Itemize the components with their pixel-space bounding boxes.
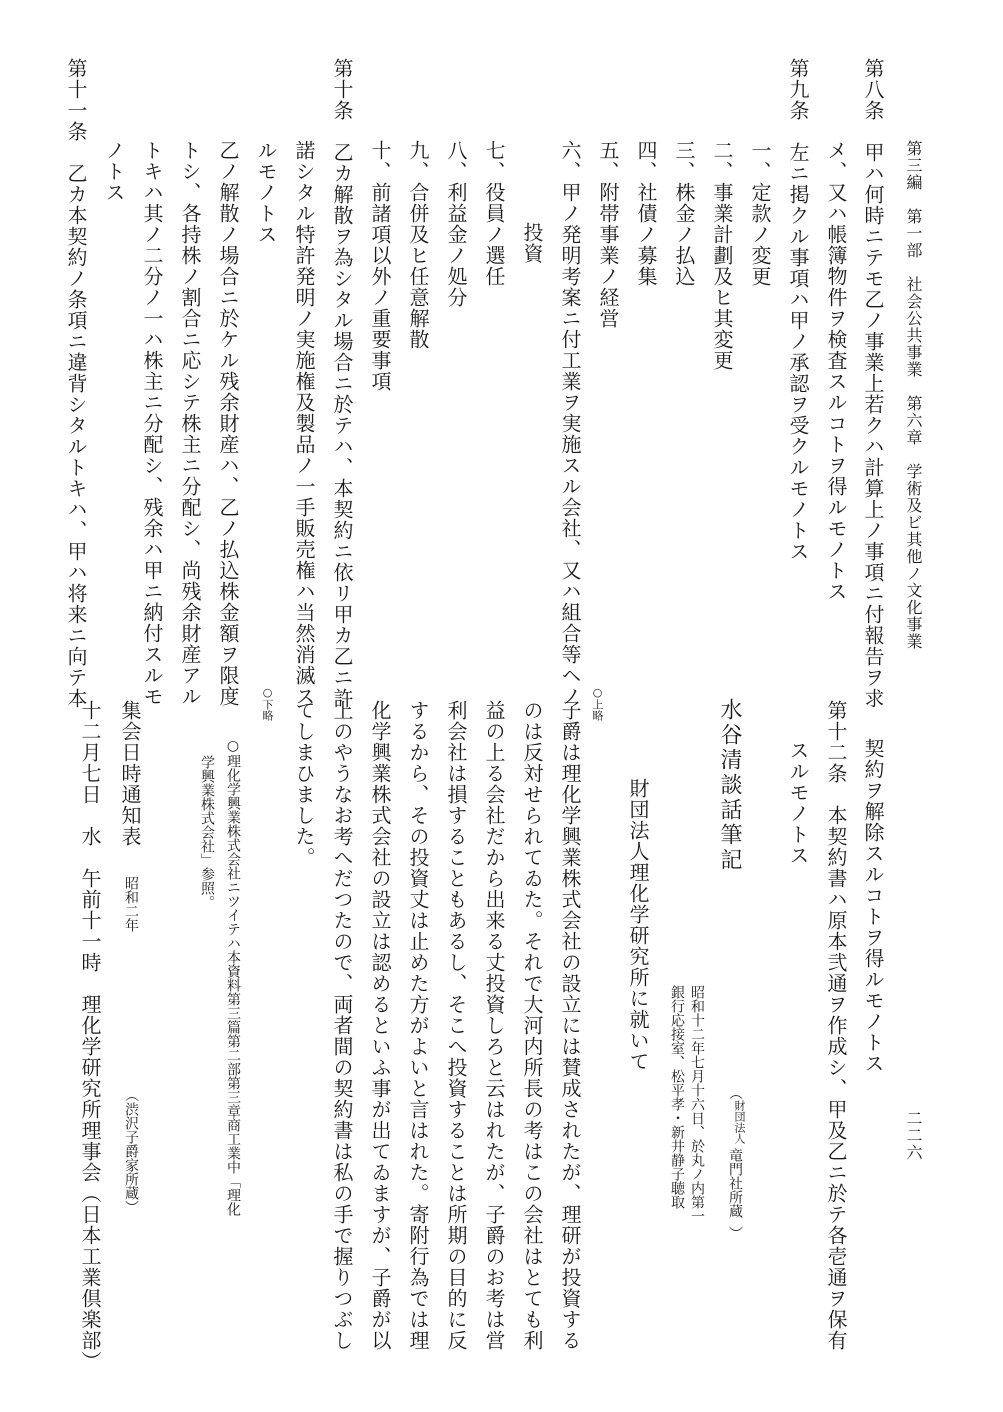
memoir-date-2: 銀行応接室、松平孝・新井静子聴取: [669, 985, 685, 1209]
article-9-item-6: 六、甲ノ発明考案ニ付工業ヲ実施スル会社、又ハ組合等ヘノ: [558, 140, 582, 707]
meeting-entry: 十二月七日 水 午前十一時 理化学研究所理事会（日本工業倶楽部）: [78, 700, 102, 1372]
memoir-body-line-6: 化学興業株式会社の設立は認めるといふ事が出てゐますが、子爵が以: [368, 700, 392, 1351]
meeting-year: 昭和二年: [123, 876, 139, 932]
article-10-line-4: 乙ノ解散ノ場合ニ於ケル残余財産ハ、乙ノ払込株金額ヲ限度: [216, 140, 240, 707]
article-9-item-9: 九、合併及ヒ任意解散: [406, 140, 430, 350]
note-line-2: 学興業株式会社」参照。: [199, 755, 215, 909]
article-10-line-3: ルモノトス: [254, 140, 278, 245]
article-9-item-4: 四、社債ノ募集: [634, 140, 658, 287]
article-12-line-2: スルモノトス: [786, 740, 810, 866]
memoir-body-line-2: のは反対せられてゐた。それで大河内所長の考はこの会社はとても利: [520, 700, 544, 1351]
source-open-paren: （: [727, 1086, 743, 1100]
running-title: 第三編 第一部 社会公共事業 第六章 学術及ビ其他ノ文化事業: [904, 140, 923, 650]
source-close-paren: ）: [727, 1226, 743, 1240]
source-main: 竜門社所蔵: [727, 1148, 743, 1218]
memoir-body-line-7: 上のやうなお考へだつたので、両者間の契約書は私の手で握りつぶし: [330, 700, 354, 1351]
article-12-line-1: 第十二条 本契約書ハ原本弐通ヲ作成シ、甲及乙ニ於テ各壱通ヲ保有: [824, 700, 848, 1351]
article-9-item-5: 五、附帯事業ノ経営: [596, 140, 620, 329]
article-9-item-10: 十、前諸項以外ノ重要事項: [368, 140, 392, 392]
article-9-heading: 第九条 左ニ掲クル事項ハ甲ノ承認ヲ受クルモノトス: [786, 58, 810, 562]
memoir-subtitle: 財団法人理化学研究所に就いて: [626, 778, 650, 1072]
memoir-body-line-4: 利会社は損することもあるし、そこへ投資することは所期の目的に反: [444, 700, 468, 1351]
article-8-line-2: メ、又ハ帳簿物件ヲ検査スルコトヲ得ルモノトス: [824, 140, 848, 602]
article-8-line-1: 第八条 甲ハ何時ニテモ乙ノ事業上若クハ計算上ノ事項ニ付報告ヲ求: [861, 58, 885, 709]
memoir-body-line-1: 子爵は理化学興業株式会社の設立には賛成されたが、理研が投資する: [558, 700, 582, 1351]
article-9-item-3: 三、株金ノ払込: [672, 140, 696, 287]
article-9-item-2: 二、事業計劃及ヒ其変更: [710, 140, 734, 371]
article-11-line-2: 契約ヲ解除スルコトヲ得ルモノトス: [861, 738, 885, 1074]
memoir-title: 水谷清談話筆記: [717, 698, 742, 873]
article-10-line-2: 諾シタル特許発明ノ実施権及製品ノ一手販売権ハ当然消滅ス: [292, 140, 316, 707]
article-10-line-1: 第十条 乙カ解散ヲ為シタル場合ニ於テハ、本契約ニ依リ甲カ乙ニ許: [330, 58, 354, 709]
omit-mark-top: ○上略: [591, 686, 604, 721]
article-10-line-5: トシ、各持株ノ割合ニ応シテ株主ニ分配シ、尚残余財産アル: [178, 140, 202, 707]
article-11-line-1: 第十一条 乙カ本契約ノ条項ニ違背シタルトキハ、甲ハ将来ニ向テ本: [64, 58, 88, 709]
article-9-item-1: 一、定款ノ変更: [748, 140, 772, 287]
memoir-body-line-8: てしまひました。: [292, 700, 316, 868]
article-10-line-6: トキハ其ノ二分ノ一ハ株主ニ分配シ、残余ハ甲ニ納付スルモ: [140, 140, 164, 707]
article-9-item-6-cont: 投資: [520, 222, 544, 264]
note-line-1: ○理化学興業株式会社ニツイテハ本資料第三篇第二部第三章商工業中「理化: [225, 738, 241, 1216]
source-prefix: 財団法人: [733, 1100, 746, 1144]
memoir-date-1: 昭和十二年七月十六日、於丸ノ内第一: [689, 985, 705, 1223]
article-10-line-7: ノトス: [102, 140, 126, 203]
article-9-item-7: 七、役員ノ選任: [482, 140, 506, 287]
article-9-item-8: 八、利益金ノ処分: [444, 140, 468, 308]
memoir-body-line-5: するから、その投資丈は止めた方がよいと言はれた。寄附行為では理: [406, 700, 430, 1351]
meeting-title: 集会日時通知表: [118, 700, 142, 847]
omit-mark-bottom: ○下略: [261, 686, 274, 721]
meeting-source: （渋沢子爵家所蔵）: [123, 1088, 139, 1214]
page-number: 二二六: [904, 1110, 923, 1161]
memoir-body-line-3: 益の上る会社だから出来る丈投資しろと云はれたが、子爵のお考は営: [482, 700, 506, 1351]
